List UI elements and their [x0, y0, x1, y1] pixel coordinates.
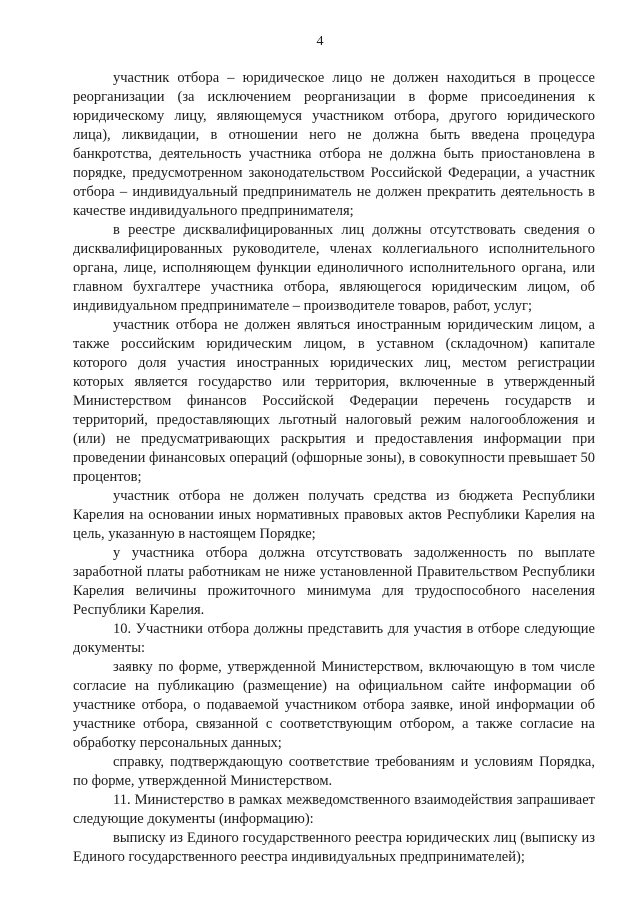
page-number: 4 [316, 34, 324, 49]
paragraph-wage-debt-requirement: у участника отбора должна отсутствовать задолженность по выплате заработной платы работникам не ниже установленной Правительством Республики Карелия величины прожиточного минимума для трудоспособного населения Республики Карелия. [73, 545, 595, 618]
document-body [73, 69, 595, 867]
paragraph-budget-funds-requirement: участник отбора не должен получать средства из бюджета Республики Карелия на основании иных нормативных правовых актов Республики Карелия на цель, указанную в настоящем Порядке; [73, 488, 595, 542]
paragraph-disqualified-persons-requirement: в реестре дисквалифицированных лиц должны отсутствовать сведения о дисквалифицированных руководителе, членах коллегиального исполнительного органа, лице, исполняющем функции единоличного исполнительного органа, или главном бухгалтере участника отбора, являющегося юридическим лицом, об индивидуальном предпринимателе – производителе товаров, работ, услуг; [73, 222, 595, 314]
paragraph-compliance-certificate: справку, подтверждающую соответствие требованиям и условиям Порядка, по форме, утвержденной Министерством. [73, 754, 595, 789]
paragraph-registry-extract: выписку из Единого государственного реестра юридических лиц (выписку из Единого государственного реестра индивидуальных предпринимателей); [73, 830, 595, 865]
paragraph-reorganization-requirement: участник отбора – юридическое лицо не должен находиться в процессе реорганизации (за исключением реорганизации в форме присоединения к юридическому лицу, являющемуся участником отбора, другого юридического лица), ликвидации, в отношении него не должна быть введена процедура банкротства, деятельность участника отбора не должна быть приостановлена в порядке, предусмотренном законодательством Российской Федерации, а участник отбора – индивидуальный предприниматель не должен прекратить деятельность в качестве индивидуального предпринимателя; [73, 70, 595, 219]
paragraph-application-form: заявку по форме, утвержденной Министерством, включающую в том числе согласие на публикацию (размещение) на официальном сайте информации об участнике отбора, о подаваемой участником отбора заявке, иной информации об участнике отбора, связанной с соответствующим отбором, а также согласие на обработку персональных данных; [73, 659, 595, 751]
paragraph-section-10-intro: 10. Участники отбора должны представить для участия в отборе следующие документы: [73, 621, 595, 656]
paragraph-foreign-entity-requirement: участник отбора не должен являться иностранным юридическим лицом, а также российским юридическим лицом, в уставном (складочном) капитале которого доля участия иностранных юридических лиц, местом регистрации которых является государство или территория, включенные в утвержденный Министерством финансов Российской Федерации перечень государств и территорий, предоставляющих льготный налоговый режим налогообложения и (или) не предусматривающих раскрытия и предоставления информации при проведении финансовых операций (офшорные зоны), в совокупности превышает 50 процентов; [73, 317, 595, 485]
paragraph-section-11-intro: 11. Министерство в рамках межведомственного взаимодействия запрашивает следующие документы (информацию): [73, 792, 595, 827]
